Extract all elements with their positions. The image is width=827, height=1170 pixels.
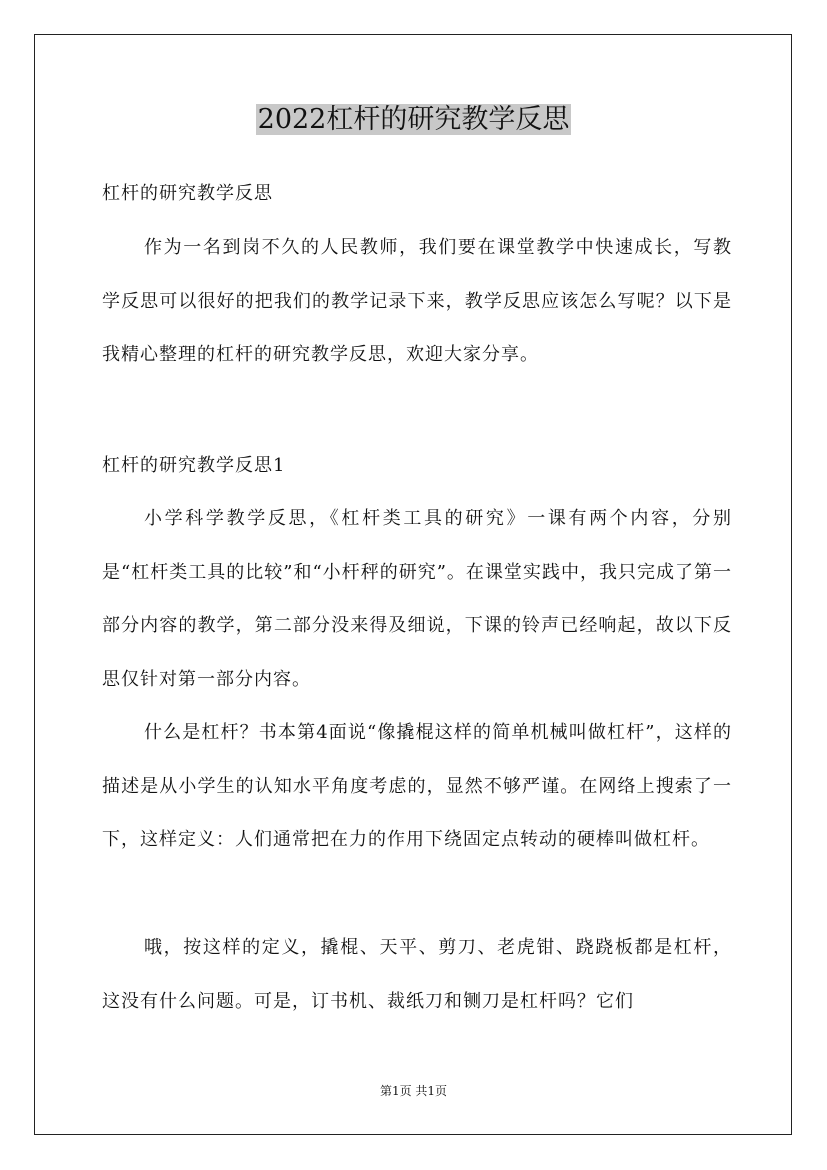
document-title [0, 100, 827, 140]
intro-paragraph: 作为一名到岗不久的人民教师，我们要在课堂教学中快速成长，写教学反思可以很好的把我们的教学记录下来，教学反思应该怎么写呢？以下是我精心整理的杠杆的研究教学反思，欢迎大家分享。 [102, 237, 732, 366]
document-title-text: 2022杠杆的研究教学反思 [257, 104, 570, 135]
page-footer: 第1页 共1页 [379, 1084, 448, 1098]
section-heading: 杠杆的研究教学反思 [102, 183, 273, 204]
subsection-heading: 杠杆的研究教学反思1 [102, 455, 286, 476]
body-paragraph: 哦，按这样的定义，撬棍、天平、剪刀、老虎钳、跷跷板都是杠杆，这没有什么问题。可是，订书机、裁纸刀和铡刀是杠杆吗？它们 [102, 937, 732, 1012]
body-paragraph: 什么是杠杆？书本第4面说“像撬棍这样的简单机械叫做杠杆”，这样的描述是从小学生的认知水平角度考虑的，显然不够严谨。在网络上搜索了一下，这样定义：人们通常把在力的作用下绕固定点转动的硬棒叫做杠杆。 [102, 722, 732, 851]
body-paragraph: 小学科学教学反思，《杠杆类工具的研究》一课有两个内容，分别是“杠杆类工具的比较”和“小杆秤的研究”。在课堂实践中，我只完成了第一部分内容的教学，第二部分没来得及细说，下课的铃声已经响起，故以下反思仅针对第一部分内容。 [102, 508, 732, 690]
